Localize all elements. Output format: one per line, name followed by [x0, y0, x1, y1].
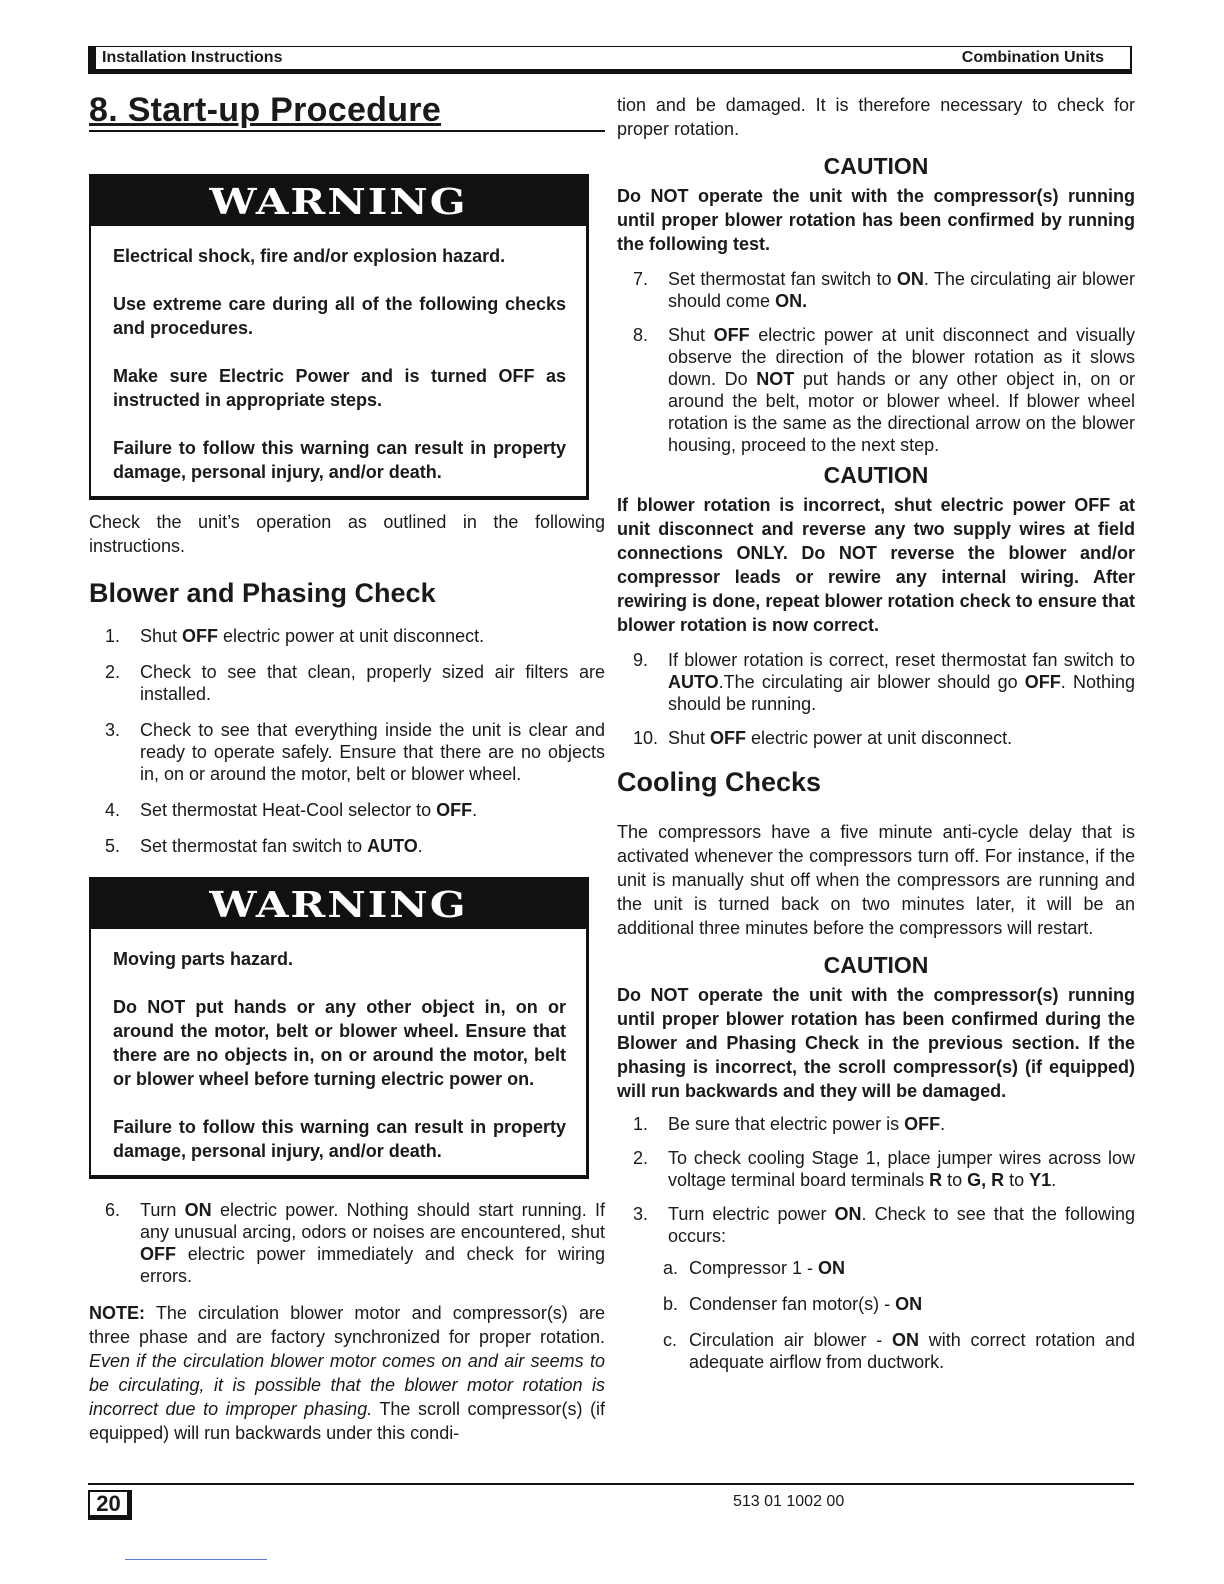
intro-paragraph: Check the unit’s operation as outlined in the following instructions. [89, 512, 605, 556]
warning-text: Make sure Electric Power and is turned OFF as instructed in appropriate steps. [113, 366, 566, 410]
step-number: 3. [633, 1204, 649, 1224]
caution-text-blower-test: Do NOT operate the unit with the compressor(s) running until proper blower rotation has been confirmed by running the following test. [617, 186, 1135, 254]
step-number: a. [663, 1258, 679, 1278]
step-text: Shut OFF electric power at unit disconnect. [668, 728, 1013, 748]
step-number: 2. [633, 1148, 649, 1168]
rotation-steps-list [617, 268, 1135, 456]
step-text: Check to see that clean, properly sized air filters are installed. [140, 662, 605, 704]
step-item [89, 1199, 605, 1287]
step-text: Condenser fan motor(s) - ON [689, 1294, 923, 1314]
warning-text: Do NOT put hands or any other object in, on or around the motor, belt or blower wheel. Ensure that there are no objects in, on or around the motor, belt or blower wheel before turning electric power on. [113, 997, 566, 1089]
step-text: Shut OFF electric power at unit disconnect. [140, 626, 485, 646]
page-title: 8. Start-up Procedure [89, 90, 605, 132]
step-item [89, 835, 605, 857]
step-text: Be sure that electric power is OFF. [668, 1114, 946, 1134]
header-left: Installation Instructions [102, 49, 283, 66]
step-item [89, 661, 605, 705]
substep-item [617, 1257, 1135, 1279]
substep-item [617, 1293, 1135, 1315]
warning-text: Failure to follow this warning can result in property damage, personal injury, and/or death. [113, 438, 566, 482]
step-number: b. [663, 1294, 679, 1314]
warning-label: WARNING [209, 180, 468, 222]
step-item [617, 1203, 1135, 1247]
page-number: 20 [88, 1490, 132, 1520]
caution-text-phasing: Do NOT operate the unit with the compressor(s) running until proper blower rotation has been confirmed during the Blower and Phasing Check in the previous section. If the phasing is incorrect, the scroll compressor(s) (if equipped) will run backwards and they will be damaged. [617, 985, 1135, 1101]
warning-body [91, 929, 586, 1175]
step-item [617, 324, 1135, 456]
cooling-checks-heading: Cooling Checks [617, 767, 822, 797]
warning-text: Failure to follow this warning can result in property damage, personal injury, and/or death. [113, 1117, 566, 1161]
warning-box-electrical [89, 174, 589, 500]
step-text: Turn electric power ON. Check to see that the following occurs: [668, 1204, 1135, 1246]
step-text: To check cooling Stage 1, place jumper wires across low voltage terminal board terminals R to G, R to Y1. [668, 1148, 1135, 1190]
blower-phasing-heading: Blower and Phasing Check [89, 578, 436, 608]
substep-item [617, 1329, 1135, 1373]
step-item [617, 649, 1135, 715]
step-text: Circulation air blower - ON with correct rotation and adequate airflow from ductwork. [689, 1330, 1135, 1372]
step-item [89, 719, 605, 785]
cooling-substeps-list [617, 1257, 1135, 1373]
step-number: 4. [105, 800, 121, 820]
header-right: Combination Units [961, 49, 1104, 66]
caution-heading: CAUTION [823, 952, 929, 978]
warning-body [91, 226, 586, 496]
step-text: If blower rotation is correct, reset thermostat fan switch to AUTO.The circulating air blower should go OFF. Nothing should be running. [668, 650, 1136, 714]
cooling-steps-list [617, 1113, 1135, 1247]
step-6-list [89, 1199, 605, 1287]
right-column [617, 93, 1135, 1373]
warning-text: Use extreme care during all of the following checks and procedures. [113, 294, 566, 338]
step-text: Set thermostat Heat-Cool selector to OFF. [140, 800, 478, 820]
continued-paragraph: tion and be damaged. It is therefore necessary to check for proper rotation. [617, 95, 1135, 139]
warning-box-moving-parts [89, 877, 589, 1179]
warning-label: WARNING [209, 883, 468, 925]
step-number: 1. [105, 626, 121, 646]
step-number: 5. [105, 836, 121, 856]
step-item [89, 625, 605, 647]
warning-text: Electrical shock, fire and/or explosion hazard. [113, 246, 506, 266]
step-item [617, 1147, 1135, 1191]
caution-heading: CAUTION [823, 153, 929, 179]
warning-banner [91, 879, 586, 929]
step-number: 9. [633, 650, 649, 670]
page-header [88, 46, 1132, 74]
step-text: Shut OFF electric power at unit disconnect and visually observe the direction of the blower rotation as it slows down. Do NOT put hands or any other object in, on or around the belt, motor or blower wheel. If blower wheel rotation is the same as the directional arrow on the blower housing, proceed to the next step. [668, 325, 1136, 455]
step-text: Check to see that everything inside the unit is clear and ready to operate safely. Ensure that there are no objects in, on or around the motor, belt or blower wheel. [140, 720, 605, 784]
step-number: 1. [633, 1114, 649, 1134]
step-number: c. [663, 1330, 678, 1350]
footer-rule [88, 1483, 1134, 1485]
scan-mark-line [125, 1559, 267, 1560]
blower-steps-list [89, 625, 605, 857]
step-item [617, 1113, 1135, 1135]
step-text: Set thermostat fan switch to AUTO. [140, 836, 423, 856]
step-item [617, 727, 1135, 749]
step-text: Set thermostat fan switch to ON. The circulating air blower should come ON. [668, 269, 1135, 311]
warning-banner [91, 176, 586, 226]
step-number: 7. [633, 269, 649, 289]
step-number: 6. [105, 1200, 121, 1220]
step-number: 10. [633, 728, 659, 748]
cooling-intro-paragraph: The compressors have a five minute anti-cycle delay that is activated whenever the compressors turn off. For instance, if the unit is manually shut off when the compressors are running and the unit is turned back on two minutes later, it will be an additional three minutes before the compressors will restart. [617, 822, 1135, 938]
step-item [89, 799, 605, 821]
left-column [89, 90, 605, 1445]
note-paragraph: NOTE: The circulation blower motor and compressor(s) are three phase and are factory synchronized for proper rotation. Even if the circulation blower motor comes on and air seems to be circulating, it is possible that the blower motor rotation is incorrect due to improper phasing. The scroll compressor(s) (if equipped) will run backwards under this condi- [89, 1303, 605, 1443]
step-number: 2. [105, 662, 121, 682]
reset-steps-list [617, 649, 1135, 749]
document-number: 513 01 1002 00 [733, 1493, 845, 1510]
caution-text-rewiring: If blower rotation is incorrect, shut electric power OFF at unit disconnect and reverse any two supply wires at field connections ONLY. Do NOT reverse the blower and/or compressor leads or rewire any internal wiring. After rewiring is done, repeat blower rotation check to ensure that blower rotation is now correct. [617, 495, 1135, 635]
caution-heading: CAUTION [823, 462, 929, 488]
step-item [617, 268, 1135, 312]
step-number: 8. [633, 325, 649, 345]
warning-text: Moving parts hazard. [113, 949, 294, 969]
step-text: Compressor 1 - ON [689, 1258, 846, 1278]
step-number: 3. [105, 720, 121, 740]
step-text: Turn ON electric power. Nothing should start running. If any unusual arcing, odors or noises are encountered, shut OFF electric power immediately and check for wiring errors. [140, 1200, 605, 1286]
